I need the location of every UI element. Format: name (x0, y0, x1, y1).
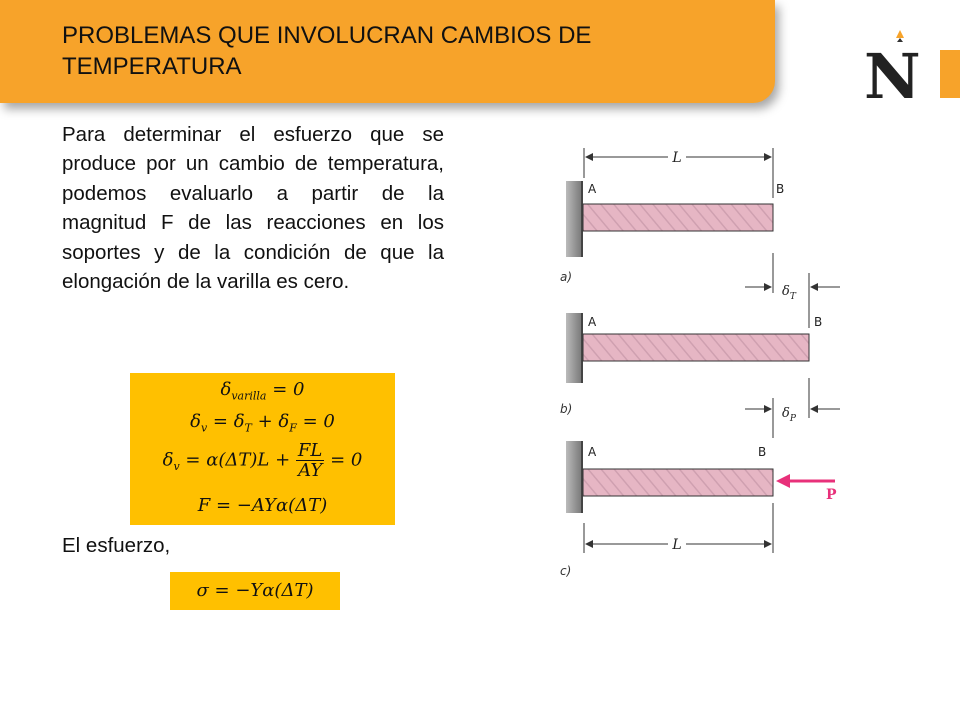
force-arrow-head (776, 474, 790, 488)
equation-varilla (130, 379, 395, 403)
equation-force: F = −AYα(ΔT) (197, 495, 328, 516)
label-A-a: A (588, 182, 597, 196)
eq2-sub-t: T (244, 421, 252, 435)
wall-support-b (566, 313, 582, 383)
eq1-subscript: varilla (231, 389, 267, 403)
logo-letter: N (864, 40, 921, 113)
eq3-end: = 0 (324, 449, 363, 471)
eq1-rhs: = 0 (266, 379, 305, 400)
explanation-paragraph: Para determinar el esfuerzo que se produce por un cambio de temperatura, podemos evaluarlo a partir de la magnitud F de las reacciones en los soportes y de la condición de que la elongación de la varilla es cero. (62, 123, 444, 294)
eq2-plus: + δ (251, 411, 290, 432)
label-A-b: A (588, 315, 597, 329)
wall-support-c (566, 441, 582, 513)
eq2-sub-f: F (289, 421, 297, 435)
eq2-end: = 0 (296, 411, 335, 432)
caption-b: b) (560, 402, 573, 416)
panel-b (560, 253, 840, 416)
panel-c (560, 378, 840, 578)
logo-accent-bar (940, 50, 960, 98)
eq2-mid: = δ (207, 411, 245, 432)
rod-b (583, 334, 809, 361)
eq2-delta: δ (190, 411, 201, 432)
panel-a (560, 148, 784, 284)
label-B-c: B (758, 445, 767, 459)
label-A-c: A (588, 445, 597, 459)
wall-support-a (566, 181, 582, 257)
label-B-b: B (814, 315, 823, 329)
equation-expanded (130, 441, 395, 480)
label-L-bottom: L (672, 537, 682, 553)
eq3-sub-v: v (173, 460, 180, 474)
caption-c: c) (560, 564, 572, 578)
eq3-mid: = α(ΔT)L + (179, 449, 296, 471)
caption-a: a) (560, 270, 573, 284)
rod-c (583, 469, 773, 496)
stress-equation: σ = −Yα(ΔT) (170, 572, 340, 610)
eq3-fraction (296, 441, 324, 480)
rod-a (583, 204, 773, 231)
page-title: PROBLEMAS QUE INVOLUCRAN CAMBIOS DE TEMPERATURA (62, 22, 592, 80)
title-banner (0, 0, 775, 103)
eq3-delta: δ (162, 449, 174, 471)
eq2-sub-v: v (200, 421, 208, 435)
equation-box (130, 373, 395, 525)
eq3-numerator: FL (297, 440, 323, 461)
stress-intro: El esfuerzo, (62, 534, 171, 557)
label-deltaP: $\delta_P$ (782, 406, 796, 424)
eq3-denominator: AY (298, 460, 323, 481)
logo-compass-tip (896, 30, 904, 38)
eq1-delta: δ (220, 379, 232, 400)
compass-n-logo (862, 28, 921, 113)
label-B-a: B (776, 182, 785, 196)
rod-diagram (540, 133, 855, 590)
equation-sum (130, 411, 395, 435)
label-P: P (826, 487, 837, 503)
label-deltaT: $\delta_T$ (782, 284, 796, 302)
label-L-top: L (672, 150, 682, 166)
